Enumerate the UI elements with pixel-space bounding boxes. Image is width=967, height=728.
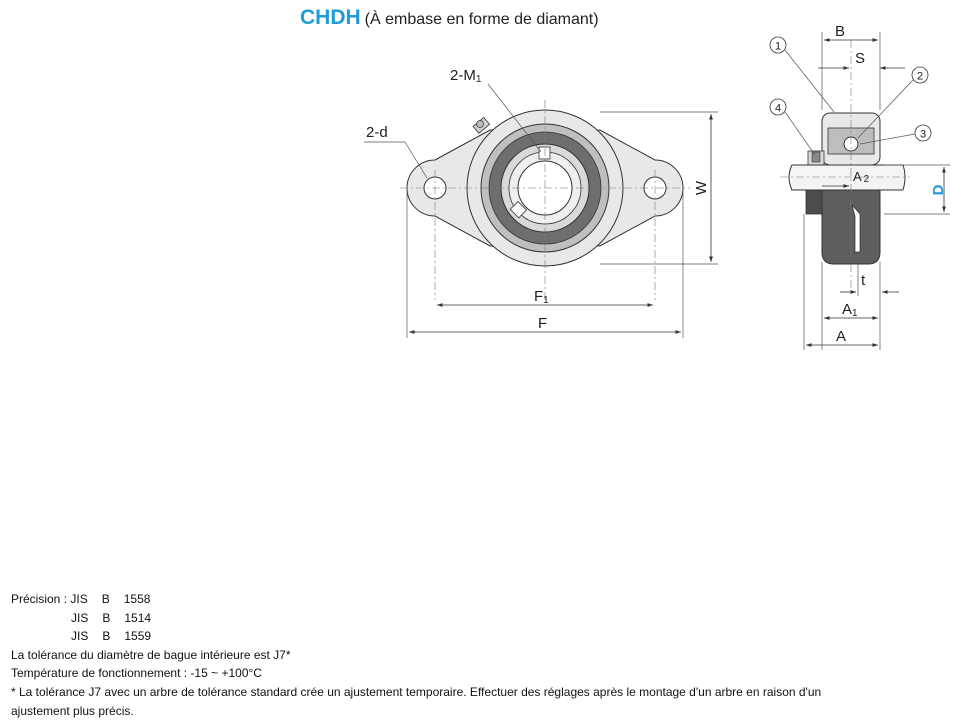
precision-row-3: JIS B 1559 — [71, 629, 152, 644]
product-subtitle: (À embase en forme de diamant) — [364, 11, 599, 28]
set-screw-top — [539, 147, 550, 159]
precision-row-2: JIS B 1514 — [71, 610, 152, 625]
label-b: B — [835, 23, 846, 40]
set-screw-side — [812, 152, 820, 162]
svg-text:4: 4 — [774, 102, 782, 115]
side-view — [770, 23, 950, 350]
label-f: F — [538, 315, 548, 332]
label-a2: A 2 — [853, 169, 870, 185]
footnote-line-1: * La tolérance J7 avec un arbre de tolérance standard crée un ajustement temporaire. Effectuer des réglages après le montage d'un arbre en raison d'un — [11, 684, 822, 699]
label-d: D — [930, 184, 947, 196]
label-a: A — [836, 328, 847, 345]
label-f1: F1 — [534, 288, 549, 306]
label-t: t — [861, 272, 866, 289]
grease-nipple — [473, 117, 490, 133]
footnote-line-2: ajustement plus précis. — [11, 703, 134, 718]
front-view — [364, 67, 718, 338]
label-s: S — [855, 50, 866, 67]
label-w: W — [693, 180, 710, 196]
shaft-end-block — [806, 190, 822, 214]
label-2-m1: 2-M1 — [450, 67, 482, 85]
label-a1: A1 — [842, 301, 858, 319]
precision-label: Précision : — [11, 592, 71, 606]
label-2-d: 2-d — [366, 124, 388, 141]
tolerance-note: La tolérance du diamètre de bague intérieure est J7* — [11, 647, 291, 662]
callout-4 — [770, 99, 815, 155]
specification-notes — [11, 590, 961, 720]
svg-text:1: 1 — [774, 40, 782, 53]
svg-text:2: 2 — [916, 70, 924, 83]
precision-row-1: Précision : JIS B 1558 — [11, 592, 151, 606]
temperature-note: Température de fonctionnement : -15 ~ +100°C — [11, 666, 262, 681]
product-code: CHDH — [300, 6, 361, 29]
svg-text:3: 3 — [919, 128, 927, 141]
